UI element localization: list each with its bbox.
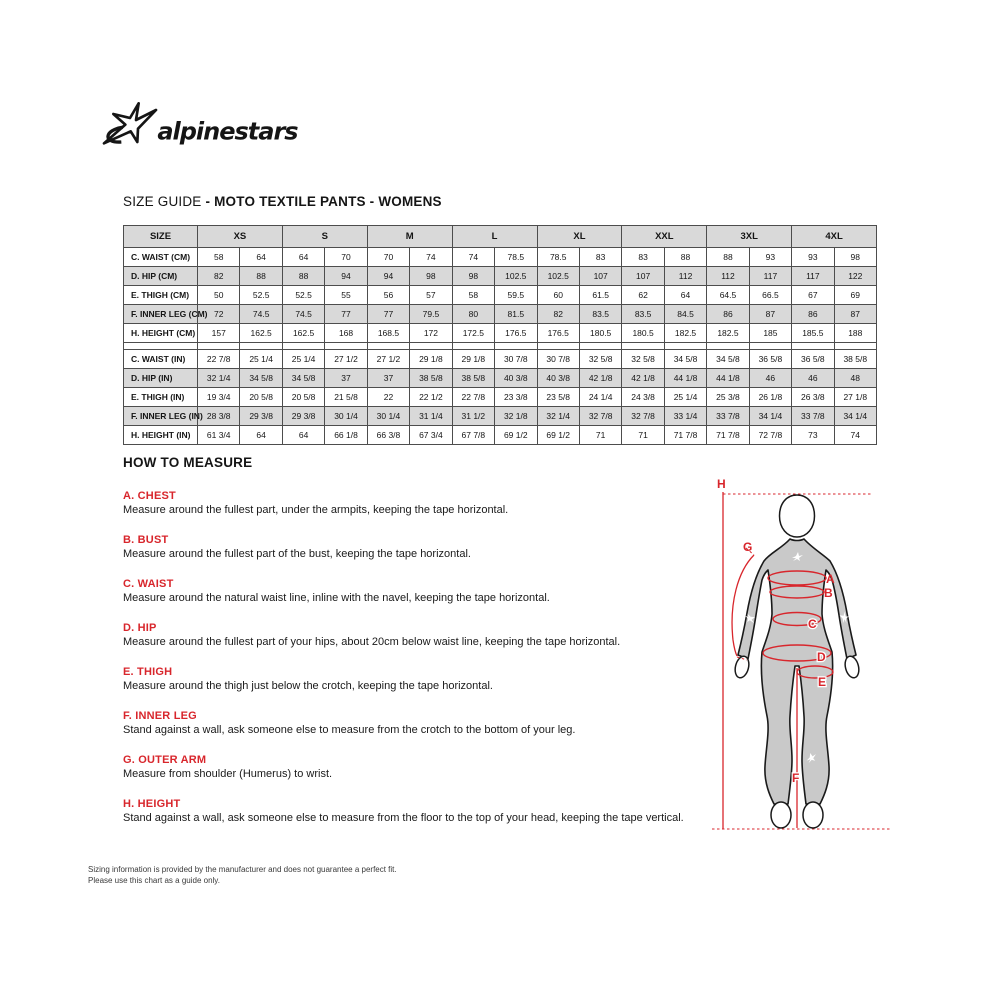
figure-label-h: H bbox=[717, 477, 726, 491]
left-foot bbox=[771, 802, 791, 828]
alpinestars-logo bbox=[100, 98, 300, 156]
value-cell: 37 bbox=[325, 369, 367, 388]
measure-item-waist bbox=[123, 577, 743, 605]
row-label-cell: D. HIP (CM) bbox=[124, 267, 198, 286]
value-cell: 162.5 bbox=[240, 324, 282, 343]
measure-item-title: B. BUST bbox=[123, 534, 169, 546]
value-cell: 88 bbox=[240, 267, 282, 286]
measure-item-description: Measure around the fullest part of the bust, keeping the tape horizontal. bbox=[123, 548, 471, 560]
value-cell: 52.5 bbox=[282, 286, 324, 305]
value-cell: 67 7/8 bbox=[452, 426, 494, 445]
size-col-header: XS bbox=[198, 226, 283, 248]
value-cell: 66 1/8 bbox=[325, 426, 367, 445]
value-cell: 32 5/8 bbox=[579, 350, 621, 369]
value-cell: 37 bbox=[367, 369, 409, 388]
figure-label-b: B bbox=[824, 586, 833, 600]
separator-cell bbox=[124, 343, 198, 350]
value-cell: 93 bbox=[749, 248, 791, 267]
value-cell: 50 bbox=[198, 286, 240, 305]
value-cell: 57 bbox=[410, 286, 452, 305]
value-cell: 46 bbox=[792, 369, 834, 388]
value-cell: 56 bbox=[367, 286, 409, 305]
value-cell: 78.5 bbox=[495, 248, 537, 267]
value-cell: 26 3/8 bbox=[792, 388, 834, 407]
value-cell: 182.5 bbox=[707, 324, 749, 343]
figure-label-f: F bbox=[792, 771, 800, 785]
value-cell: 36 5/8 bbox=[792, 350, 834, 369]
value-cell: 32 5/8 bbox=[622, 350, 664, 369]
value-cell: 32 7/8 bbox=[579, 407, 621, 426]
value-cell: 48 bbox=[834, 369, 876, 388]
measure-item-inner-leg bbox=[123, 709, 743, 737]
value-cell: 94 bbox=[325, 267, 367, 286]
value-cell: 59.5 bbox=[495, 286, 537, 305]
value-cell: 66.5 bbox=[749, 286, 791, 305]
value-cell: 28 3/8 bbox=[198, 407, 240, 426]
separator-cell bbox=[749, 343, 791, 350]
measurement-figure bbox=[698, 468, 893, 853]
table-row bbox=[124, 388, 877, 407]
value-cell: 74 bbox=[410, 248, 452, 267]
size-col-header: XXL bbox=[622, 226, 707, 248]
value-cell: 84.5 bbox=[664, 305, 706, 324]
value-cell: 27 1/2 bbox=[367, 350, 409, 369]
value-cell: 34 5/8 bbox=[664, 350, 706, 369]
value-cell: 64 bbox=[240, 248, 282, 267]
value-cell: 29 3/8 bbox=[240, 407, 282, 426]
value-cell: 38 5/8 bbox=[452, 369, 494, 388]
value-cell: 86 bbox=[792, 305, 834, 324]
figure-label-d: D bbox=[817, 650, 826, 664]
value-cell: 64.5 bbox=[707, 286, 749, 305]
value-cell: 71 7/8 bbox=[707, 426, 749, 445]
value-cell: 185.5 bbox=[792, 324, 834, 343]
separator-cell bbox=[282, 343, 324, 350]
value-cell: 33 1/4 bbox=[664, 407, 706, 426]
figure-label-g: G bbox=[743, 540, 753, 554]
footer-line-2: Please use this chart as a guide only. bbox=[88, 876, 220, 885]
row-label-cell: D. HIP (IN) bbox=[124, 369, 198, 388]
measure-item-title: G. OUTER ARM bbox=[123, 754, 207, 766]
value-cell: 74.5 bbox=[240, 305, 282, 324]
value-cell: 69 bbox=[834, 286, 876, 305]
value-cell: 62 bbox=[622, 286, 664, 305]
table-row bbox=[124, 267, 877, 286]
page-title-bold: - MOTO TEXTILE PANTS - WOMENS bbox=[205, 194, 442, 209]
row-label-cell: H. HEIGHT (CM) bbox=[124, 324, 198, 343]
size-col-header: 3XL bbox=[707, 226, 792, 248]
value-cell: 80 bbox=[452, 305, 494, 324]
size-col-header: S bbox=[282, 226, 367, 248]
value-cell: 122 bbox=[834, 267, 876, 286]
value-cell: 176.5 bbox=[537, 324, 579, 343]
value-cell: 29 1/8 bbox=[410, 350, 452, 369]
value-cell: 71 bbox=[622, 426, 664, 445]
value-cell: 30 1/4 bbox=[367, 407, 409, 426]
value-cell: 34 5/8 bbox=[707, 350, 749, 369]
logo-wordmark: alpinestars bbox=[157, 117, 298, 146]
row-label-cell: C. WAIST (IN) bbox=[124, 350, 198, 369]
table-row bbox=[124, 286, 877, 305]
value-cell: 102.5 bbox=[495, 267, 537, 286]
measure-item-thigh bbox=[123, 665, 743, 693]
separator-cell bbox=[537, 343, 579, 350]
measure-item-hip bbox=[123, 621, 743, 649]
separator-cell bbox=[240, 343, 282, 350]
page-title bbox=[123, 194, 442, 209]
measure-item-title: E. THIGH bbox=[123, 666, 173, 678]
value-cell: 32 1/4 bbox=[198, 369, 240, 388]
body-diagram-icon bbox=[698, 468, 893, 853]
measure-item-outer-arm bbox=[123, 753, 743, 781]
value-cell: 98 bbox=[452, 267, 494, 286]
value-cell: 20 5/8 bbox=[282, 388, 324, 407]
page-title-prefix: SIZE GUIDE bbox=[123, 194, 206, 209]
value-cell: 81.5 bbox=[495, 305, 537, 324]
measure-item-description: Stand against a wall, ask someone else to measure from the floor to the top of your head, keeping the tape vertical. bbox=[123, 812, 684, 824]
footer-line-1: Sizing information is provided by the manufacturer and does not guarantee a perfect fit. bbox=[88, 865, 397, 874]
value-cell: 83 bbox=[579, 248, 621, 267]
figure-label-e: E bbox=[818, 675, 827, 689]
value-cell: 21 5/8 bbox=[325, 388, 367, 407]
separator-cell bbox=[367, 343, 409, 350]
how-to-measure-section bbox=[123, 455, 743, 841]
value-cell: 83.5 bbox=[579, 305, 621, 324]
separator-cell bbox=[792, 343, 834, 350]
separator-cell bbox=[410, 343, 452, 350]
size-table bbox=[123, 225, 877, 445]
footer-disclaimer bbox=[88, 864, 397, 886]
separator-cell bbox=[495, 343, 537, 350]
value-cell: 79.5 bbox=[410, 305, 452, 324]
value-cell: 64 bbox=[282, 248, 324, 267]
value-cell: 42 1/8 bbox=[579, 369, 621, 388]
table-row bbox=[124, 407, 877, 426]
value-cell: 162.5 bbox=[282, 324, 324, 343]
separator-cell bbox=[707, 343, 749, 350]
measure-item-bust bbox=[123, 533, 743, 561]
alpinestars-logo-icon bbox=[100, 98, 300, 156]
value-cell: 83.5 bbox=[622, 305, 664, 324]
value-cell: 23 5/8 bbox=[537, 388, 579, 407]
separator-cell bbox=[664, 343, 706, 350]
value-cell: 168.5 bbox=[367, 324, 409, 343]
value-cell: 58 bbox=[198, 248, 240, 267]
size-col-header: L bbox=[452, 226, 537, 248]
value-cell: 107 bbox=[579, 267, 621, 286]
value-cell: 70 bbox=[325, 248, 367, 267]
measure-item-title: H. HEIGHT bbox=[123, 798, 181, 810]
value-cell: 24 3/8 bbox=[622, 388, 664, 407]
value-cell: 102.5 bbox=[537, 267, 579, 286]
table-row bbox=[124, 248, 877, 267]
value-cell: 32 7/8 bbox=[622, 407, 664, 426]
measure-item-title: F. INNER LEG bbox=[123, 710, 197, 722]
value-cell: 61 3/4 bbox=[198, 426, 240, 445]
value-cell: 93 bbox=[792, 248, 834, 267]
measure-item-description: Measure around the natural waist line, inline with the navel, keeping the tape horizontal. bbox=[123, 592, 550, 604]
value-cell: 22 1/2 bbox=[410, 388, 452, 407]
value-cell: 33 7/8 bbox=[792, 407, 834, 426]
value-cell: 24 1/4 bbox=[579, 388, 621, 407]
value-cell: 46 bbox=[749, 369, 791, 388]
value-cell: 19 3/4 bbox=[198, 388, 240, 407]
row-label-cell: F. INNER LEG (IN) bbox=[124, 407, 198, 426]
value-cell: 98 bbox=[410, 267, 452, 286]
value-cell: 29 3/8 bbox=[282, 407, 324, 426]
value-cell: 66 3/8 bbox=[367, 426, 409, 445]
value-cell: 52.5 bbox=[240, 286, 282, 305]
table-header-row bbox=[124, 226, 877, 248]
value-cell: 88 bbox=[282, 267, 324, 286]
measure-item-description: Stand against a wall, ask someone else to measure from the crotch to the bottom of your leg. bbox=[123, 724, 576, 736]
value-cell: 58 bbox=[452, 286, 494, 305]
value-cell: 29 1/8 bbox=[452, 350, 494, 369]
separator-cell bbox=[622, 343, 664, 350]
value-cell: 25 1/4 bbox=[664, 388, 706, 407]
value-cell: 176.5 bbox=[495, 324, 537, 343]
value-cell: 82 bbox=[198, 267, 240, 286]
value-cell: 55 bbox=[325, 286, 367, 305]
size-corner-header: SIZE bbox=[124, 226, 198, 248]
value-cell: 86 bbox=[707, 305, 749, 324]
value-cell: 31 1/2 bbox=[452, 407, 494, 426]
measure-item-title: C. WAIST bbox=[123, 578, 174, 590]
value-cell: 182.5 bbox=[664, 324, 706, 343]
value-cell: 180.5 bbox=[579, 324, 621, 343]
table-row bbox=[124, 350, 877, 369]
value-cell: 34 5/8 bbox=[240, 369, 282, 388]
value-cell: 30 1/4 bbox=[325, 407, 367, 426]
row-label-cell: H. HEIGHT (IN) bbox=[124, 426, 198, 445]
value-cell: 25 1/4 bbox=[240, 350, 282, 369]
value-cell: 88 bbox=[664, 248, 706, 267]
measure-item-chest bbox=[123, 489, 743, 517]
how-to-measure-heading: HOW TO MEASURE bbox=[123, 455, 253, 470]
separator-cell bbox=[834, 343, 876, 350]
measure-item-description: Measure around the thigh just below the crotch, keeping the tape horizontal. bbox=[123, 680, 493, 692]
value-cell: 38 5/8 bbox=[410, 369, 452, 388]
value-cell: 67 bbox=[792, 286, 834, 305]
value-cell: 27 1/8 bbox=[834, 388, 876, 407]
value-cell: 71 7/8 bbox=[664, 426, 706, 445]
value-cell: 42 1/8 bbox=[622, 369, 664, 388]
separator-cell bbox=[198, 343, 240, 350]
figure-label-c: C bbox=[808, 617, 817, 631]
value-cell: 73 bbox=[792, 426, 834, 445]
row-label-cell: C. WAIST (CM) bbox=[124, 248, 198, 267]
value-cell: 87 bbox=[834, 305, 876, 324]
value-cell: 34 1/4 bbox=[834, 407, 876, 426]
value-cell: 22 7/8 bbox=[198, 350, 240, 369]
separator-row bbox=[124, 343, 877, 350]
value-cell: 30 7/8 bbox=[537, 350, 579, 369]
value-cell: 77 bbox=[325, 305, 367, 324]
size-col-header: 4XL bbox=[792, 226, 877, 248]
value-cell: 25 3/8 bbox=[707, 388, 749, 407]
measure-item-height bbox=[123, 797, 743, 825]
value-cell: 78.5 bbox=[537, 248, 579, 267]
value-cell: 25 1/4 bbox=[282, 350, 324, 369]
value-cell: 98 bbox=[834, 248, 876, 267]
value-cell: 83 bbox=[622, 248, 664, 267]
value-cell: 94 bbox=[367, 267, 409, 286]
value-cell: 31 1/4 bbox=[410, 407, 452, 426]
value-cell: 82 bbox=[537, 305, 579, 324]
value-cell: 67 3/4 bbox=[410, 426, 452, 445]
value-cell: 69 1/2 bbox=[495, 426, 537, 445]
separator-cell bbox=[452, 343, 494, 350]
value-cell: 64 bbox=[282, 426, 324, 445]
value-cell: 71 bbox=[579, 426, 621, 445]
value-cell: 34 1/4 bbox=[749, 407, 791, 426]
row-label-cell: E. THIGH (IN) bbox=[124, 388, 198, 407]
size-col-header: XL bbox=[537, 226, 622, 248]
value-cell: 74 bbox=[452, 248, 494, 267]
value-cell: 185 bbox=[749, 324, 791, 343]
value-cell: 74.5 bbox=[282, 305, 324, 324]
value-cell: 44 1/8 bbox=[707, 369, 749, 388]
value-cell: 33 7/8 bbox=[707, 407, 749, 426]
value-cell: 77 bbox=[367, 305, 409, 324]
value-cell: 20 5/8 bbox=[240, 388, 282, 407]
measure-item-description: Measure around the fullest part of your hips, about 20cm below waist line, keeping the tape horizontal. bbox=[123, 636, 621, 648]
value-cell: 40 3/8 bbox=[537, 369, 579, 388]
measure-item-description: Measure from shoulder (Humerus) to wrist. bbox=[123, 768, 333, 780]
value-cell: 64 bbox=[240, 426, 282, 445]
value-cell: 36 5/8 bbox=[749, 350, 791, 369]
value-cell: 23 3/8 bbox=[495, 388, 537, 407]
row-label-cell: F. INNER LEG (CM) bbox=[124, 305, 198, 324]
value-cell: 61.5 bbox=[579, 286, 621, 305]
value-cell: 38 5/8 bbox=[834, 350, 876, 369]
value-cell: 87 bbox=[749, 305, 791, 324]
table-row bbox=[124, 426, 877, 445]
value-cell: 172.5 bbox=[452, 324, 494, 343]
size-table-wrap bbox=[123, 225, 877, 445]
value-cell: 32 1/4 bbox=[537, 407, 579, 426]
value-cell: 22 7/8 bbox=[452, 388, 494, 407]
value-cell: 60 bbox=[537, 286, 579, 305]
value-cell: 44 1/8 bbox=[664, 369, 706, 388]
value-cell: 34 5/8 bbox=[282, 369, 324, 388]
table-row bbox=[124, 369, 877, 388]
value-cell: 72 7/8 bbox=[749, 426, 791, 445]
right-hand bbox=[843, 655, 861, 679]
value-cell: 117 bbox=[749, 267, 791, 286]
value-cell: 64 bbox=[664, 286, 706, 305]
value-cell: 168 bbox=[325, 324, 367, 343]
value-cell: 117 bbox=[792, 267, 834, 286]
row-label-cell: E. THIGH (CM) bbox=[124, 286, 198, 305]
value-cell: 30 7/8 bbox=[495, 350, 537, 369]
size-col-header: M bbox=[367, 226, 452, 248]
value-cell: 112 bbox=[707, 267, 749, 286]
value-cell: 88 bbox=[707, 248, 749, 267]
measure-item-title: D. HIP bbox=[123, 622, 157, 634]
value-cell: 107 bbox=[622, 267, 664, 286]
value-cell: 72 bbox=[198, 305, 240, 324]
table-row bbox=[124, 324, 877, 343]
value-cell: 22 bbox=[367, 388, 409, 407]
value-cell: 40 3/8 bbox=[495, 369, 537, 388]
measure-item-title: A. CHEST bbox=[123, 490, 176, 502]
value-cell: 157 bbox=[198, 324, 240, 343]
separator-cell bbox=[325, 343, 367, 350]
value-cell: 26 1/8 bbox=[749, 388, 791, 407]
value-cell: 69 1/2 bbox=[537, 426, 579, 445]
table-row bbox=[124, 305, 877, 324]
value-cell: 27 1/2 bbox=[325, 350, 367, 369]
separator-cell bbox=[579, 343, 621, 350]
value-cell: 180.5 bbox=[622, 324, 664, 343]
value-cell: 172 bbox=[410, 324, 452, 343]
value-cell: 188 bbox=[834, 324, 876, 343]
value-cell: 74 bbox=[834, 426, 876, 445]
value-cell: 32 1/8 bbox=[495, 407, 537, 426]
measure-item-description: Measure around the fullest part, under the armpits, keeping the tape horizontal. bbox=[123, 504, 509, 516]
right-foot bbox=[803, 802, 823, 828]
value-cell: 70 bbox=[367, 248, 409, 267]
value-cell: 112 bbox=[664, 267, 706, 286]
figure-label-a: A bbox=[826, 572, 835, 586]
